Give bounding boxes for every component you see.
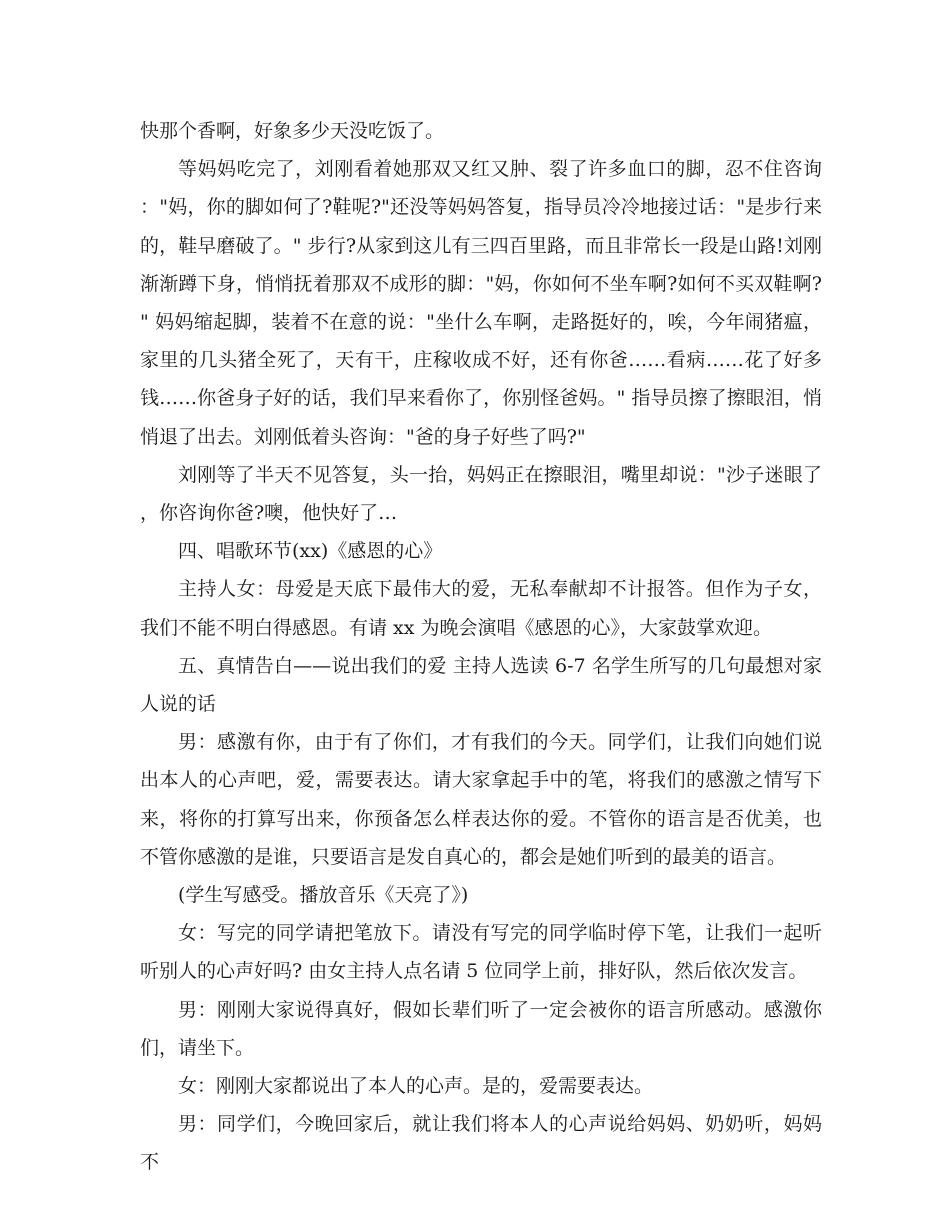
paragraph-2: 等妈妈吃完了，刘刚看着她那双又红又肿、裂了许多血口的脚，忍不住咨询："妈，你的脚如何了?鞋呢?"还没等妈妈答复，指导员冷冷地接过话："是步行来的，鞋早磨破了。" 步行?从家到这儿有三四百里路，而且非常长一段是山路!刘刚渐渐蹲下身，悄悄抚着那双不成形的脚："妈，你如何不坐车啊?如何不买双鞋啊?" 妈妈缩起脚，装着不在意的说："坐什么车啊，走路挺好的，唉，今年闹猪瘟，家里的几头猪全死了，天有干，庄稼收成不好，还有你爸……看病……花了好多钱……你爸身子好的话，我们早来看你了，你别怪爸妈。" 指导员擦了擦眼泪，悄悄退了出去。刘刚低着头咨询："爸的身子好些了吗?" [140, 158, 822, 448]
section-heading-4: 四、唱歌环节(xx)《感恩的心》 [178, 540, 443, 563]
paragraph-1: 快那个香啊，好象多少天没吃饭了。 [140, 120, 445, 142]
paragraph-7: 男：感激有你，由于有了你们，才有我们的今天。同学们，让我们向她们说出本人的心声吧，爱，需要表达。请大家拿起手中的笔，将我们的感激之情写下来，将你的打算写出来，你预备怎么样表达你的爱。不管你的语言是否优美，也不管你感激的是谁，只要语言是发自真心的，都会是她们听到的最美的语言。 [140, 731, 822, 868]
paragraph-9: 女：写完的同学请把笔放下。请没有写完的同学临时停下笔，让我们一起听听别人的心声好吗? 由女主持人点名请 5 位同学上前，排好队，然后依次发言。 [140, 922, 822, 983]
paragraph-10: 男：刚刚大家说得真好，假如长辈们听了一定会被你的语言所感动。感激你们，请坐下。 [140, 998, 822, 1059]
paragraph-3: 刘刚等了半天不见答复，头一抬，妈妈正在擦眼泪，嘴里却说："沙子迷眼了，你咨询你爸?噢，他快好了… [140, 463, 822, 525]
paragraph-11: 女：刚刚大家都说出了本人的心声。是的，爱需要表达。 [178, 1075, 654, 1098]
section-heading-5: 五、真情告白——说出我们的爱 主持人选读 6-7 名学生所写的几句最想对家人说的话 [140, 654, 822, 716]
paragraph-12: 男：同学们，今晚回家后，就让我们将本人的心声说给妈妈、奶奶听，妈妈不 [140, 1113, 822, 1174]
paragraph-8: (学生写感受。播放音乐《天亮了》) [178, 884, 469, 907]
paragraph-5: 主持人女：母爱是天底下最伟大的爱，无私奉献却不计报答。但作为子女，我们不能不明白得感恩。有请 xx 为晚会演唱《感恩的心》，大家鼓掌欢迎。 [140, 578, 822, 639]
document-body [140, 112, 822, 1182]
